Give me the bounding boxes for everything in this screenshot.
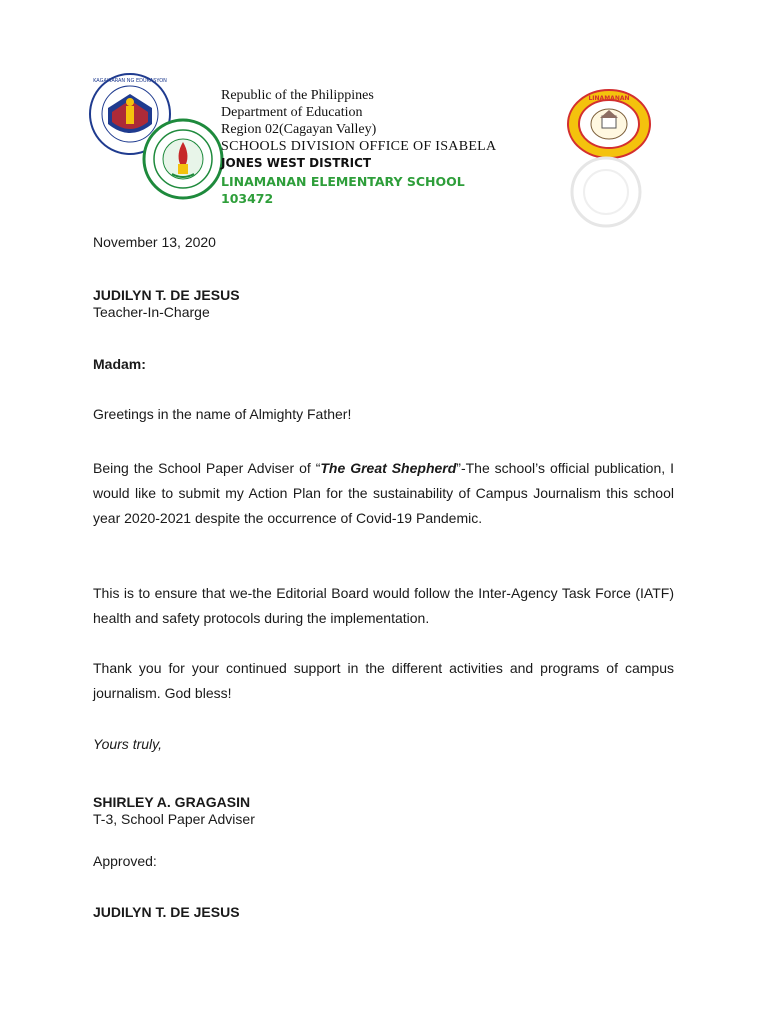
paragraph-thanks: Thank you for your continued support in the different activities and programs of campus journalism. God bless!	[93, 660, 674, 701]
letter-date: November 13, 2020	[93, 234, 216, 250]
sender-title: T-3, School Paper Adviser	[93, 811, 255, 827]
approved-label: Approved:	[93, 853, 157, 869]
division-seal-logo	[142, 118, 224, 200]
paragraph-action-plan	[93, 456, 674, 531]
header-line-department: Department of Education	[221, 105, 363, 120]
publication-name: The Great Shepherd	[320, 460, 457, 476]
school-seal-logo	[566, 88, 652, 160]
header-school-id: 103472	[221, 191, 274, 206]
svg-text:LINAMANAN: LINAMANAN	[588, 95, 630, 102]
closing: Yours truly,	[93, 736, 162, 752]
recipient-name: JUDILYN T. DE JESUS	[93, 287, 240, 303]
svg-text:KAGAWARAN NG EDUKASYON: KAGAWARAN NG EDUKASYON	[93, 78, 167, 84]
paragraph-1-rest: ”-The school’s official publication, I would like to submit my Action Plan for the sustainability of Campus Journalism this school year 2020-2021 despite the occurrence of Covid-19 Pandemic.	[93, 460, 674, 526]
approver-name: JUDILYN T. DE JESUS	[93, 904, 240, 920]
sender-name: SHIRLEY A. GRAGASIN	[93, 794, 251, 810]
paragraph-1-intro: Being the School Paper Adviser of “	[93, 460, 321, 476]
header-line-region: Region 02(Cagayan Valley)	[221, 122, 377, 137]
recipient-title: Teacher-In-Charge	[93, 304, 210, 320]
salutation: Madam:	[93, 356, 146, 372]
greeting: Greetings in the name of Almighty Father!	[93, 406, 352, 422]
faint-stamp-watermark	[568, 154, 644, 230]
header-district: JONES WEST DISTRICT	[221, 156, 372, 170]
header-school-name: LINAMANAN ELEMENTARY SCHOOL	[221, 174, 465, 189]
header-line-republic: Republic of the Philippines	[221, 88, 374, 103]
header-line-division-office: SCHOOLS DIVISION OFFICE OF ISABELA	[221, 139, 497, 154]
paragraph-iatf: This is to ensure that we-the Editorial Board would follow the Inter-Agency Task Force (IATF) health and safety protocols during the implementation.	[93, 585, 674, 626]
